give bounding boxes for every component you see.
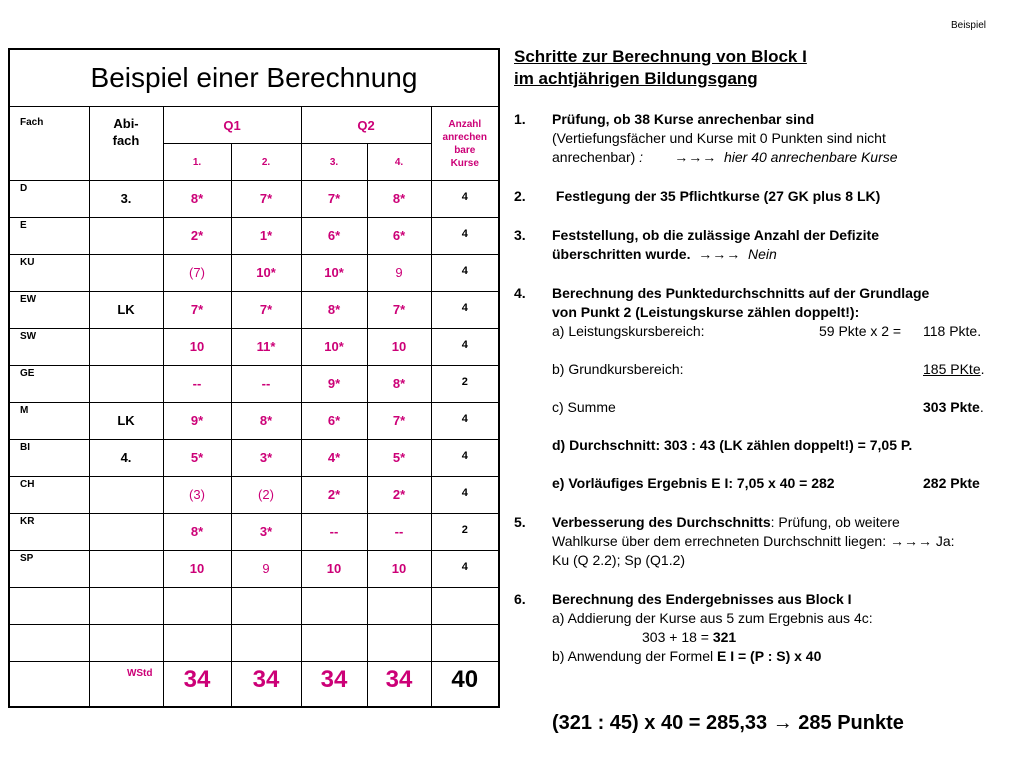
grade-cell: 10*	[231, 255, 301, 292]
count-cell: 4	[431, 440, 499, 477]
arrows-icon: →→→	[889, 533, 932, 549]
grade-cell: 7*	[367, 403, 431, 440]
subject-cell: KR	[9, 514, 89, 551]
table-row	[9, 366, 499, 403]
table-row	[9, 218, 499, 255]
grade-cell: --	[163, 366, 231, 403]
header-q1: Q1	[163, 107, 301, 144]
grade-cell: 2*	[163, 218, 231, 255]
grade-cell: 10	[301, 551, 367, 588]
count-cell: 4	[431, 218, 499, 255]
subject-cell: EW	[9, 292, 89, 329]
abifach-cell	[89, 218, 163, 255]
grade-cell: 7*	[163, 292, 231, 329]
calculation-table	[8, 48, 500, 708]
subject-cell: D	[9, 181, 89, 218]
table-row	[9, 329, 499, 366]
abifach-cell: 3.	[89, 181, 163, 218]
count-cell: 4	[431, 292, 499, 329]
totals-row	[9, 662, 499, 707]
grade-cell: 9*	[163, 403, 231, 440]
header-sem-2: 2.	[231, 144, 301, 181]
grade-cell: 10	[367, 551, 431, 588]
abifach-cell: LK	[89, 292, 163, 329]
abifach-cell	[89, 477, 163, 514]
grade-cell: 9	[231, 551, 301, 588]
header-fach: Fach	[9, 107, 89, 181]
table-row	[9, 477, 499, 514]
table-row	[9, 403, 499, 440]
count-cell: 4	[431, 551, 499, 588]
grade-cell: 6*	[301, 403, 367, 440]
steps-panel	[514, 46, 1019, 686]
subject-cell: SP	[9, 551, 89, 588]
abifach-cell	[89, 551, 163, 588]
final-result: (321 : 45) x 40 = 285,33 → 285 Punkte	[552, 712, 904, 734]
table-title: Beispiel einer Berechnung	[9, 49, 499, 107]
grade-cell: 9	[367, 255, 431, 292]
grade-cell: 8*	[367, 181, 431, 218]
header-anzahl: Anzahl anrechen bare Kurse	[431, 107, 499, 181]
grade-cell: 9*	[301, 366, 367, 403]
step-1: 1. Prüfung, ob 38 Kurse anrechenbar sind (Vertiefungsfächer und Kurse mit 0 Punkten sind nicht anrechenbar) : →→→ hier 40 anrechenbare Kurse	[514, 111, 898, 165]
arrows-icon: →→→	[674, 149, 717, 165]
grade-cell: 7*	[367, 292, 431, 329]
count-cell: 4	[431, 181, 499, 218]
subject-cell: E	[9, 218, 89, 255]
step-2: 2. Festlegung der 35 Pflichtkurse (27 GK plus 8 LK)	[514, 188, 881, 204]
grade-cell: 5*	[163, 440, 231, 477]
grade-cell: 4*	[301, 440, 367, 477]
count-cell: 2	[431, 514, 499, 551]
grade-cell: (2)	[231, 477, 301, 514]
grade-cell: 10*	[301, 255, 367, 292]
abifach-cell: 4.	[89, 440, 163, 477]
count-cell: 4	[431, 477, 499, 514]
step-5: 5. Verbesserung des Durchschnitts: Prüfung, ob weitere Wahlkurse über dem errechneten Durchschnitt liegen: →→→ Ja: Ku (Q 2.2); Sp (Q1.2)	[514, 514, 955, 568]
total-cell: 34	[163, 662, 231, 707]
step-3: 3. Feststellung, ob die zulässige Anzahl der Defizite überschritten wurde. →→→ Nein	[514, 227, 879, 262]
table-row	[9, 181, 499, 218]
grade-cell: 10	[163, 551, 231, 588]
table-row	[9, 440, 499, 477]
table-row	[9, 514, 499, 551]
table-row	[9, 292, 499, 329]
abifach-cell: LK	[89, 403, 163, 440]
grade-cell: 10*	[301, 329, 367, 366]
total-cell: 34	[367, 662, 431, 707]
count-cell: 2	[431, 366, 499, 403]
grade-cell: 7*	[231, 292, 301, 329]
grade-cell: 8*	[301, 292, 367, 329]
grade-cell: 3*	[231, 440, 301, 477]
subject-cell: KU	[9, 255, 89, 292]
grade-cell: 8*	[367, 366, 431, 403]
grade-cell: (7)	[163, 255, 231, 292]
table-row	[9, 551, 499, 588]
abifach-cell	[89, 255, 163, 292]
grade-cell: 8*	[231, 403, 301, 440]
header-q2: Q2	[301, 107, 431, 144]
grade-cell: 7*	[231, 181, 301, 218]
grade-cell: (3)	[163, 477, 231, 514]
total-cell: 40	[431, 662, 499, 707]
grade-cell: 11*	[231, 329, 301, 366]
header-abifach: Abi- fach	[89, 107, 163, 181]
grade-cell: 2*	[367, 477, 431, 514]
total-cell: 34	[231, 662, 301, 707]
table-row	[9, 255, 499, 292]
count-cell: 4	[431, 329, 499, 366]
grade-cell: --	[231, 366, 301, 403]
wstd-label: WStd	[89, 662, 163, 707]
count-cell: 4	[431, 255, 499, 292]
abifach-cell	[89, 366, 163, 403]
grade-cell: 10	[163, 329, 231, 366]
grade-cell: 6*	[367, 218, 431, 255]
grade-cell: 10	[367, 329, 431, 366]
grade-cell: 1*	[231, 218, 301, 255]
subject-cell: BI	[9, 440, 89, 477]
header-sem-3: 3.	[301, 144, 367, 181]
subject-cell: M	[9, 403, 89, 440]
grade-cell: 7*	[301, 181, 367, 218]
grade-cell: --	[301, 514, 367, 551]
total-cell: 34	[301, 662, 367, 707]
grade-cell: 2*	[301, 477, 367, 514]
header-sem-1: 1.	[163, 144, 231, 181]
grade-cell: 8*	[163, 514, 231, 551]
subject-cell: CH	[9, 477, 89, 514]
empty-row	[9, 625, 499, 662]
count-cell: 4	[431, 403, 499, 440]
step-6: 6. Berechnung des Endergebnisses aus Block I a) Addierung der Kurse aus 5 zum Ergebnis aus 4c: 303 + 18 = 321 b) Anwendung der Formel E I = (P : S) x 40	[514, 591, 873, 664]
grade-cell: 3*	[231, 514, 301, 551]
grade-cell: 5*	[367, 440, 431, 477]
grade-cell: 6*	[301, 218, 367, 255]
abifach-cell	[89, 329, 163, 366]
steps-heading: Schritte zur Berechnung von Block I im achtjährigen Bildungsgang	[514, 47, 807, 88]
empty-row	[9, 588, 499, 625]
step-4: 4. Berechnung des Punktedurchschnitts auf der Grundlage von Punkt 2 (Leistungskurse zählen doppelt!): a) Leistungskursbereich: 59 Pkte x 2 = 118 Pkte. b) Grundkursbereich: 185 PKte. c) Summe 303 Pkte. d) Durchschnitt: 303 : 43 (LK zählen doppelt!) = 7,05 P. e) Vorläufiges Ergebnis E I: 7,05 x 40 = 282 282 Pkte	[514, 285, 985, 491]
arrows-icon: →→→	[698, 246, 741, 262]
corner-label: Beispiel	[950, 20, 986, 31]
abifach-cell	[89, 514, 163, 551]
header-sem-4: 4.	[367, 144, 431, 181]
subject-cell: SW	[9, 329, 89, 366]
grade-cell: 8*	[163, 181, 231, 218]
grade-cell: --	[367, 514, 431, 551]
subject-cell: GE	[9, 366, 89, 403]
